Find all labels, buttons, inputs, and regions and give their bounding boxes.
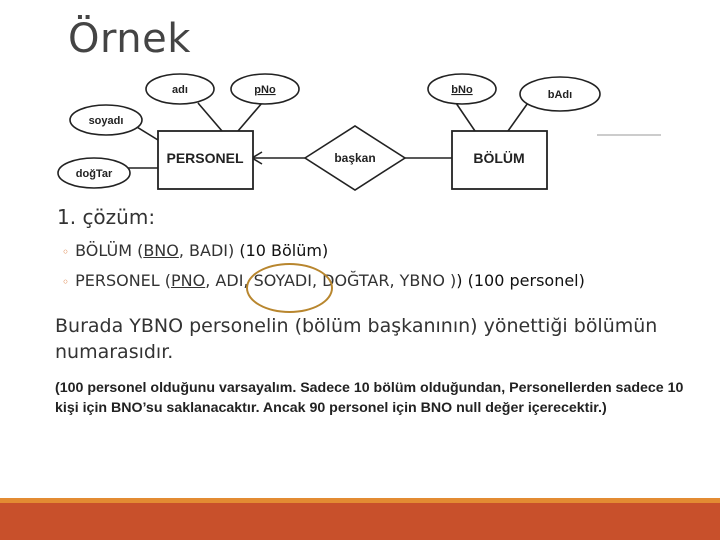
schema-prefix: PERSONEL (	[75, 271, 172, 290]
schema-prefix: BÖLÜM (	[75, 241, 144, 260]
schema-note: ) (100 personel)	[456, 271, 585, 290]
connector-badi	[508, 100, 530, 131]
attr-badi-label: bAdı	[547, 89, 573, 101]
schema-note: (10 Bölüm)	[239, 241, 329, 260]
entity-personel-label: PERSONEL	[166, 150, 244, 166]
attr-soyadi-label: soyadı	[88, 115, 124, 127]
bullet-icon: ◦	[62, 245, 70, 259]
list-item	[62, 240, 585, 270]
attr-pno-label: pNo	[254, 84, 276, 96]
explanation-paragraph: Burada YBNO personelin (bölüm başkanının) yönettiği bölümün numarasıdır.	[55, 315, 658, 363]
connector-pno	[238, 103, 262, 131]
relationship-label: başkan	[334, 151, 376, 165]
connector-adi	[198, 103, 222, 131]
entity-bolum-label: BÖLÜM	[473, 150, 525, 166]
er-diagram	[0, 0, 720, 210]
primary-key: PNO	[171, 271, 206, 290]
attr-dogtar-label: doğTar	[75, 168, 113, 180]
connector-bno	[456, 103, 475, 131]
attr-bno-label: bNo	[451, 84, 473, 96]
schema-rest: , ADI, SOYADI, DOĞTAR, YBNO )	[205, 271, 457, 290]
solution-heading: 1. çözüm:	[57, 205, 156, 229]
primary-key: BNO	[143, 241, 179, 260]
bullet-icon: ◦	[62, 275, 70, 289]
schema-rest: , BADI)	[178, 241, 235, 260]
highlight-circle	[246, 263, 333, 313]
slide-title: Örnek	[68, 16, 191, 62]
attr-adi-label: adı	[172, 84, 188, 96]
assumption-note: (100 personel olduğunu varsayalım. Sadece 10 bölüm olduğundan, Personellerden sadece 10 kişi için BNO’su saklanacaktır. Ancak 90 personel için BNO null değer içerecektir.)	[55, 380, 684, 416]
footer-bar	[0, 498, 720, 540]
